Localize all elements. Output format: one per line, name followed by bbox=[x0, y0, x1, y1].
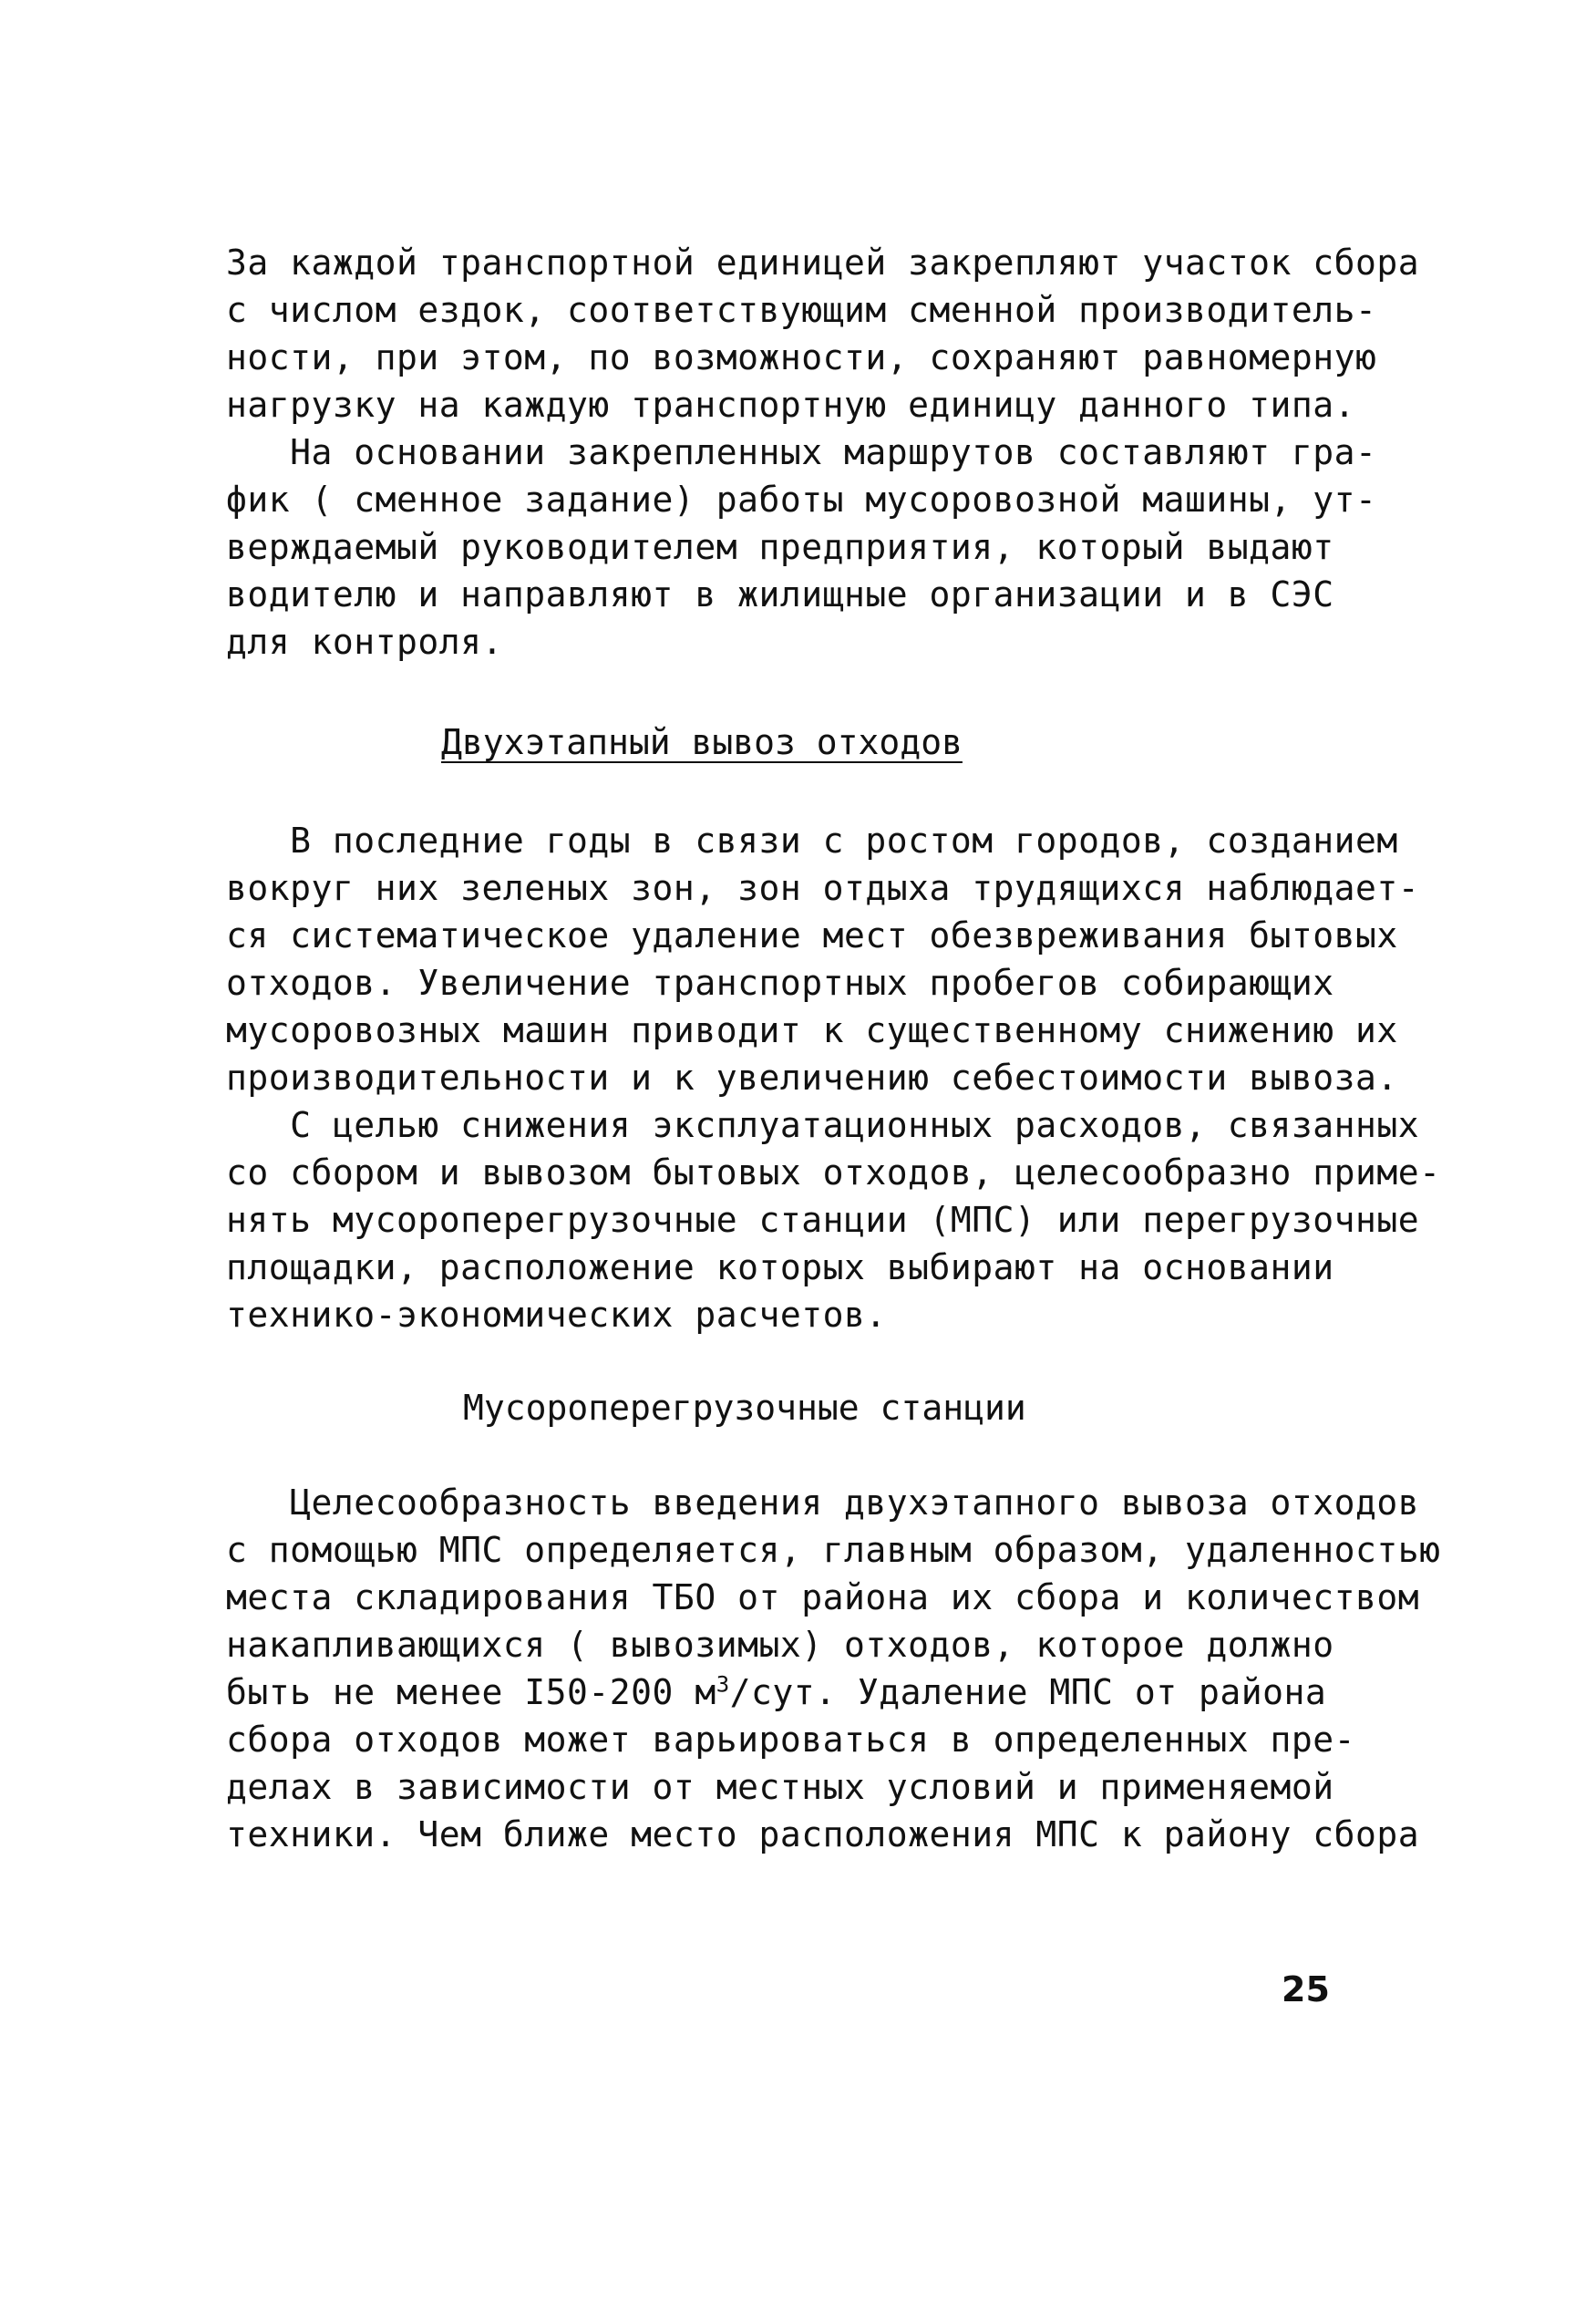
text-line: делах в зависимости от местных условий и применяемой bbox=[226, 1767, 1334, 1807]
text-line: накапливающихся ( вывозимых) отходов, которое должно bbox=[226, 1625, 1334, 1665]
text-line: нагрузку на каждую транспортную единицу данного типа. bbox=[226, 385, 1356, 425]
text-line: технико-экономических расчетов. bbox=[226, 1295, 887, 1335]
text-line: вокруг них зеленых зон, зон отдыха трудящихся наблюдает- bbox=[226, 868, 1420, 908]
text-line: с помощью МПС определяется, главным образом, удаленностью bbox=[226, 1530, 1441, 1570]
paragraph-5 bbox=[226, 1479, 1441, 1858]
text-line: места складирования ТБО от района их сбора и количеством bbox=[226, 1577, 1420, 1617]
text-line: На основании закрепленных маршрутов составляют гра- bbox=[226, 432, 1377, 472]
text-line bbox=[226, 1668, 1347, 1716]
text-line: мусоровозных машин приводит к существенному снижению их bbox=[226, 1010, 1398, 1050]
text-line: С целью снижения эксплуатационных расходов, связанных bbox=[226, 1105, 1420, 1145]
text-line: В последние годы в связи с ростом городов, созданием bbox=[226, 821, 1398, 861]
text-line: сбора отходов может варьироваться в определенных пре- bbox=[226, 1720, 1356, 1760]
text-line: водителю и направляют в жилищные организации и в СЭС bbox=[226, 574, 1334, 615]
text-fragment: /сут. Удаление МПС от района bbox=[729, 1672, 1327, 1712]
text-line: ности, при этом, по возможности, сохраняют равномерную bbox=[226, 337, 1377, 377]
text-line: со сбором и вывозом бытовых отходов, целесообразно приме- bbox=[226, 1152, 1441, 1193]
text-line: нять мусороперегрузочные станции (МПС) или перегрузочные bbox=[226, 1200, 1420, 1240]
text-line: За каждой транспортной единицей закрепляют участок сбора bbox=[226, 243, 1420, 283]
paragraph-1 bbox=[226, 239, 1420, 429]
text-line: с числом ездок, соответствующим сменной производитель- bbox=[226, 290, 1377, 330]
section-heading-transfer-stations: Мусороперегрузочные станции bbox=[463, 1388, 1026, 1428]
text-line: Целесообразность введения двухэтапного вывоза отходов bbox=[226, 1482, 1420, 1523]
page-number: 25 bbox=[1282, 1969, 1330, 2009]
text-line: верждаемый руководителем предприятия, который выдают bbox=[226, 527, 1334, 567]
paragraph-2 bbox=[226, 429, 1377, 666]
text-line: ся систематическое удаление мест обезвреживания бытовых bbox=[226, 915, 1398, 956]
superscript: 3 bbox=[716, 1671, 730, 1698]
text-line: производительности и к увеличению себестоимости вывоза. bbox=[226, 1058, 1398, 1098]
text-fragment: быть не менее I50-200 м bbox=[226, 1672, 716, 1712]
paragraph-4 bbox=[226, 1101, 1441, 1338]
text-line: отходов. Увеличение транспортных пробегов собирающих bbox=[226, 963, 1334, 1003]
text-line: для контроля. bbox=[226, 622, 503, 662]
section-heading-two-stage-removal: Двухэтапный вывоз отходов bbox=[441, 722, 963, 762]
text-line: фик ( сменное задание) работы мусоровозной машины, ут- bbox=[226, 480, 1377, 520]
text-line: техники. Чем ближе место расположения МПС к району сбора bbox=[226, 1814, 1420, 1854]
paragraph-3 bbox=[226, 817, 1420, 1101]
text-line: площадки, расположение которых выбирают на основании bbox=[226, 1247, 1334, 1287]
